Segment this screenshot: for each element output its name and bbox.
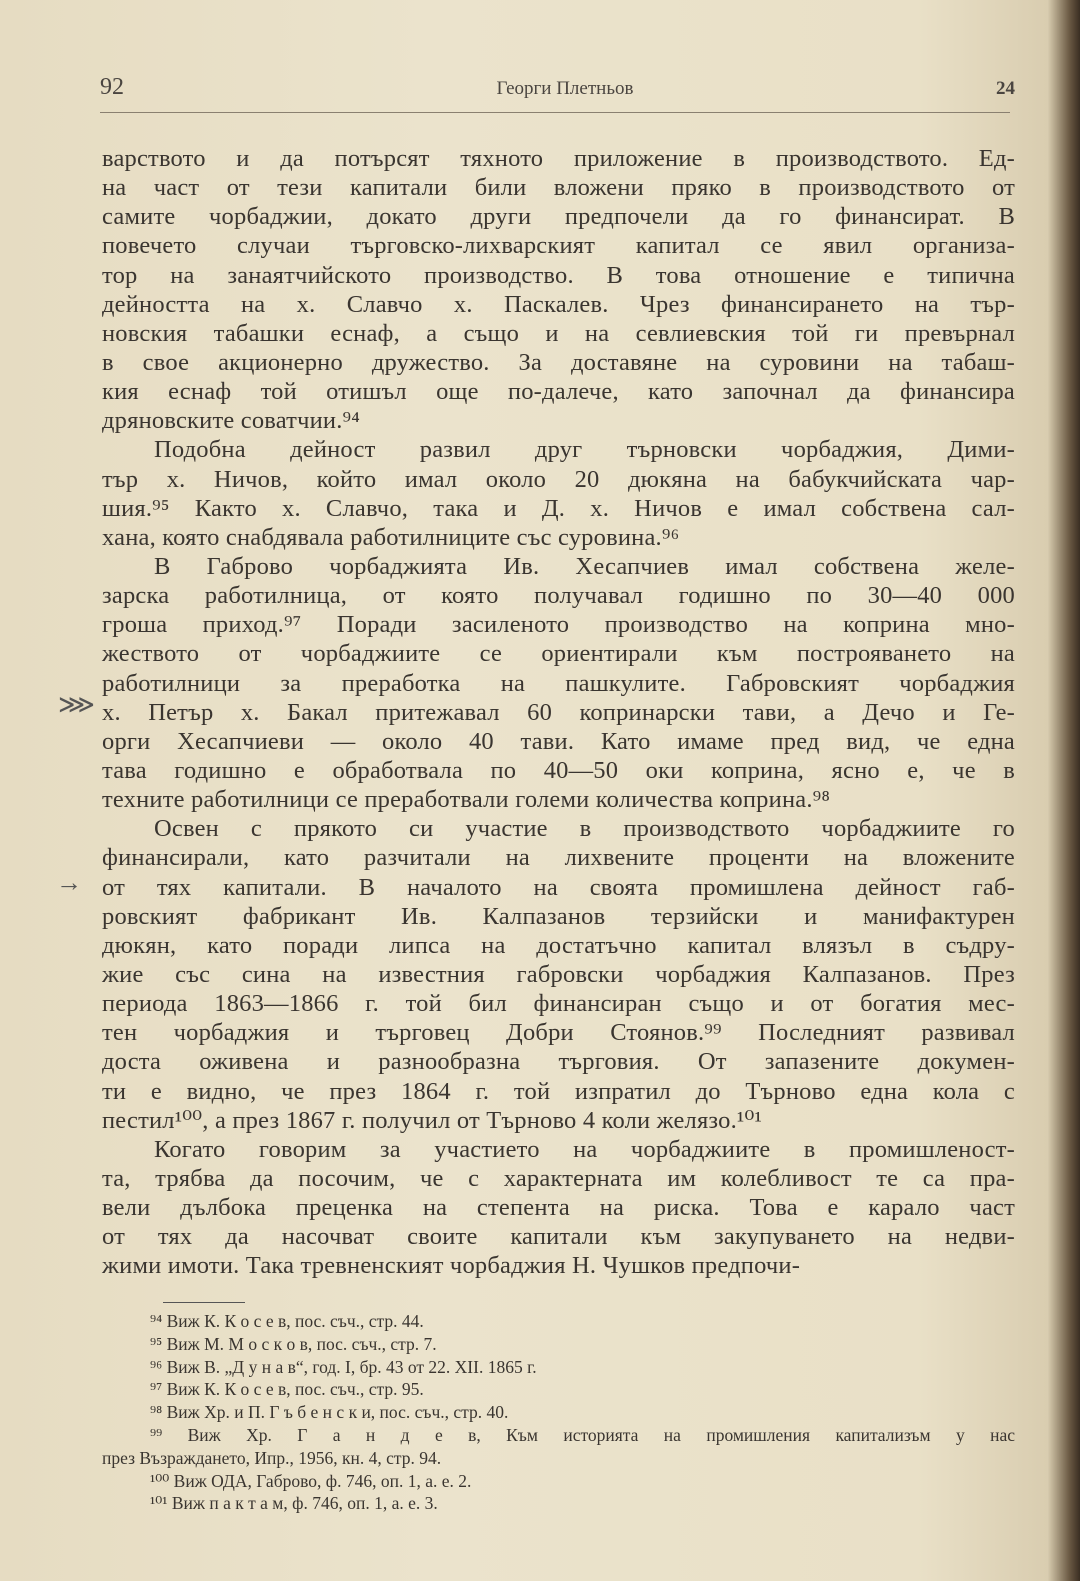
text-line: Когато говорим за участието на чорбаджиите в промишленост- — [154, 1135, 1015, 1163]
footnotes — [102, 1310, 1015, 1515]
text-line: та, трябва да посочим, че с характерната им колебливост те са пра- — [102, 1164, 1015, 1192]
text-line: доста оживена и разнообразна търговия. От запазените докумен- — [102, 1048, 1015, 1076]
text-line: зарска работилница, от която получавал годишно по 30—40 000 — [102, 582, 1015, 610]
footnote: през Възраждането, Ипр., 1956, кн. 4, стр. 94. — [102, 1447, 442, 1468]
body-text — [102, 144, 1015, 1280]
text-line: жие със сина на известния габровски чорбаджия Калпазанов. През — [102, 960, 1015, 988]
running-title: Георги Плетньов — [496, 78, 634, 99]
paragraph — [102, 552, 1015, 814]
text-line: дейността на х. Славчо х. Паскалев. Чрез финансирането на тър- — [102, 290, 1015, 318]
footnote: ⁹⁷ Виж К. К о с е в, пос. съч., стр. 95. — [150, 1379, 424, 1400]
page-number: 92 — [100, 74, 124, 100]
header-rule — [100, 112, 1010, 113]
text-line: работилници за преработка на пашкулите. Габровският чорбаджия — [102, 669, 1015, 697]
text-line: периода 1863—1866 г. той бил финансиран също и от богатия мес- — [102, 990, 1015, 1018]
text-line: шия.⁹⁵ Както х. Славчо, така и Д. х. Ничов е имал собствена сал- — [102, 494, 1015, 522]
text-line: Подобна дейност развил друг търновски чорбаджия, Дими- — [154, 436, 1015, 464]
text-line: в свое акционерно дружество. За доставяне на суровини на табаш- — [102, 348, 1015, 376]
text-line: жими имоти. Така тревненският чорбаджия Н. Чушков предпочи- — [102, 1252, 801, 1280]
text-line: кия еснаф той отишъл още по-далече, като започнал да финансира — [102, 378, 1015, 406]
footnote: ⁹⁹ Виж Хр. Г а н д е в, Към историята на промишления капитализъм у нас — [150, 1424, 1015, 1445]
paragraph — [102, 144, 1015, 435]
text-line: вели дълбока преценка на степента на риска. Това е карало част — [102, 1194, 1015, 1222]
paragraph — [102, 435, 1015, 552]
text-line: дряновските соватчии.⁹⁴ — [102, 407, 361, 435]
text-line: тор на занаятчийското производство. В това отношение е типична — [102, 261, 1015, 289]
text-line: хана, която снабдявала работилниците със суровина.⁹⁶ — [102, 523, 680, 551]
text-line: тър х. Ничов, който имал около 20 дюкяна на бабукчийската чар- — [102, 465, 1015, 493]
footnote: ¹⁰⁰ Виж ОДА, Габрово, ф. 746, оп. 1, а. е. 2. — [150, 1470, 472, 1491]
text-line: тава годишно е обработвала по 40—50 оки коприна, ясно е, че в — [102, 756, 1015, 784]
margin-arrow-icon: → — [56, 868, 82, 897]
text-line: ти е видно, че през 1864 г. той изпратил до Търново една кола с — [102, 1077, 1015, 1105]
footnote: ⁹⁸ Виж Хр. и П. Г ъ б е н с к и, пос. съч., стр. 40. — [150, 1402, 509, 1423]
text-line: дюкян, като поради липса на достатъчно капитал влязъл в съдру- — [102, 931, 1015, 959]
footnote: ⁹⁶ Виж В. „Д у н а в“, год. I, бр. 43 от 22. XII. 1865 г. — [150, 1356, 537, 1377]
text-line: от тях да насочват своите капитали към закупуването на недви- — [102, 1223, 1015, 1251]
text-line: от тях капитали. В началото на своята промишлена дейност габ- — [102, 873, 1015, 901]
margin-arrow-icon: ⋙ — [58, 690, 95, 719]
text-line: техните работилници се преработвали големи количества коприна.⁹⁸ — [102, 786, 831, 814]
text-line: Освен с прякото си участие в производството чорбаджиите го — [154, 815, 1015, 843]
text-line: новския табашки еснаф, а също и на севлиевския той ги превърнал — [102, 319, 1015, 347]
text-line: ровският фабрикант Ив. Калпазанов терзийски и манифактурен — [102, 902, 1015, 930]
text-line: пестил¹⁰⁰, а през 1867 г. получил от Търново 4 коли желязо.¹⁰¹ — [102, 1106, 763, 1134]
text-line: орги Хесапчиеви — около 40 тави. Като имаме пред вид, че една — [102, 727, 1015, 755]
text-line: самите чорбаджии, докато други предпочели да го финансират. В — [102, 203, 1015, 231]
text-line: варството и да потърсят тяхното приложение в производството. Ед- — [102, 145, 1015, 172]
text-line: на част от тези капитали били вложени пряко в производството от — [102, 174, 1015, 202]
footnote: ¹⁰¹ Виж п а к т а м, ф. 746, оп. 1, а. е. 3. — [150, 1493, 438, 1514]
text-line: жеството от чорбаджиите се ориентирали към построяването на — [102, 640, 1015, 668]
text-line: тен чорбаджия и търговец Добри Стоянов.⁹⁹ Последният развивал — [102, 1019, 1015, 1047]
signature-mark: 24 — [996, 78, 1015, 99]
footnote: ⁹⁵ Виж М. М о с к о в, пос. съч., стр. 7. — [150, 1333, 437, 1354]
paragraph — [102, 1135, 1015, 1281]
text-line: гроша приход.⁹⁷ Поради засиленото производство на коприна мно- — [102, 611, 1015, 639]
text-line: финансирали, като разчитали на лихвените проценти на вложените — [102, 844, 1015, 872]
text-line: х. Петър х. Бакал притежавал 60 копринарски тави, а Дечо и Ге- — [102, 698, 1015, 726]
footnote: ⁹⁴ Виж К. К о с е в, пос. съч., стр. 44. — [150, 1311, 424, 1331]
paragraph — [102, 814, 1015, 1135]
footnote-rule — [163, 1302, 245, 1303]
text-line: повечето случаи търговско-лихварският капитал се явил организа- — [102, 232, 1015, 260]
text-line: В Габрово чорбаджията Ив. Хесапчиев имал собствена желе- — [154, 552, 1015, 580]
